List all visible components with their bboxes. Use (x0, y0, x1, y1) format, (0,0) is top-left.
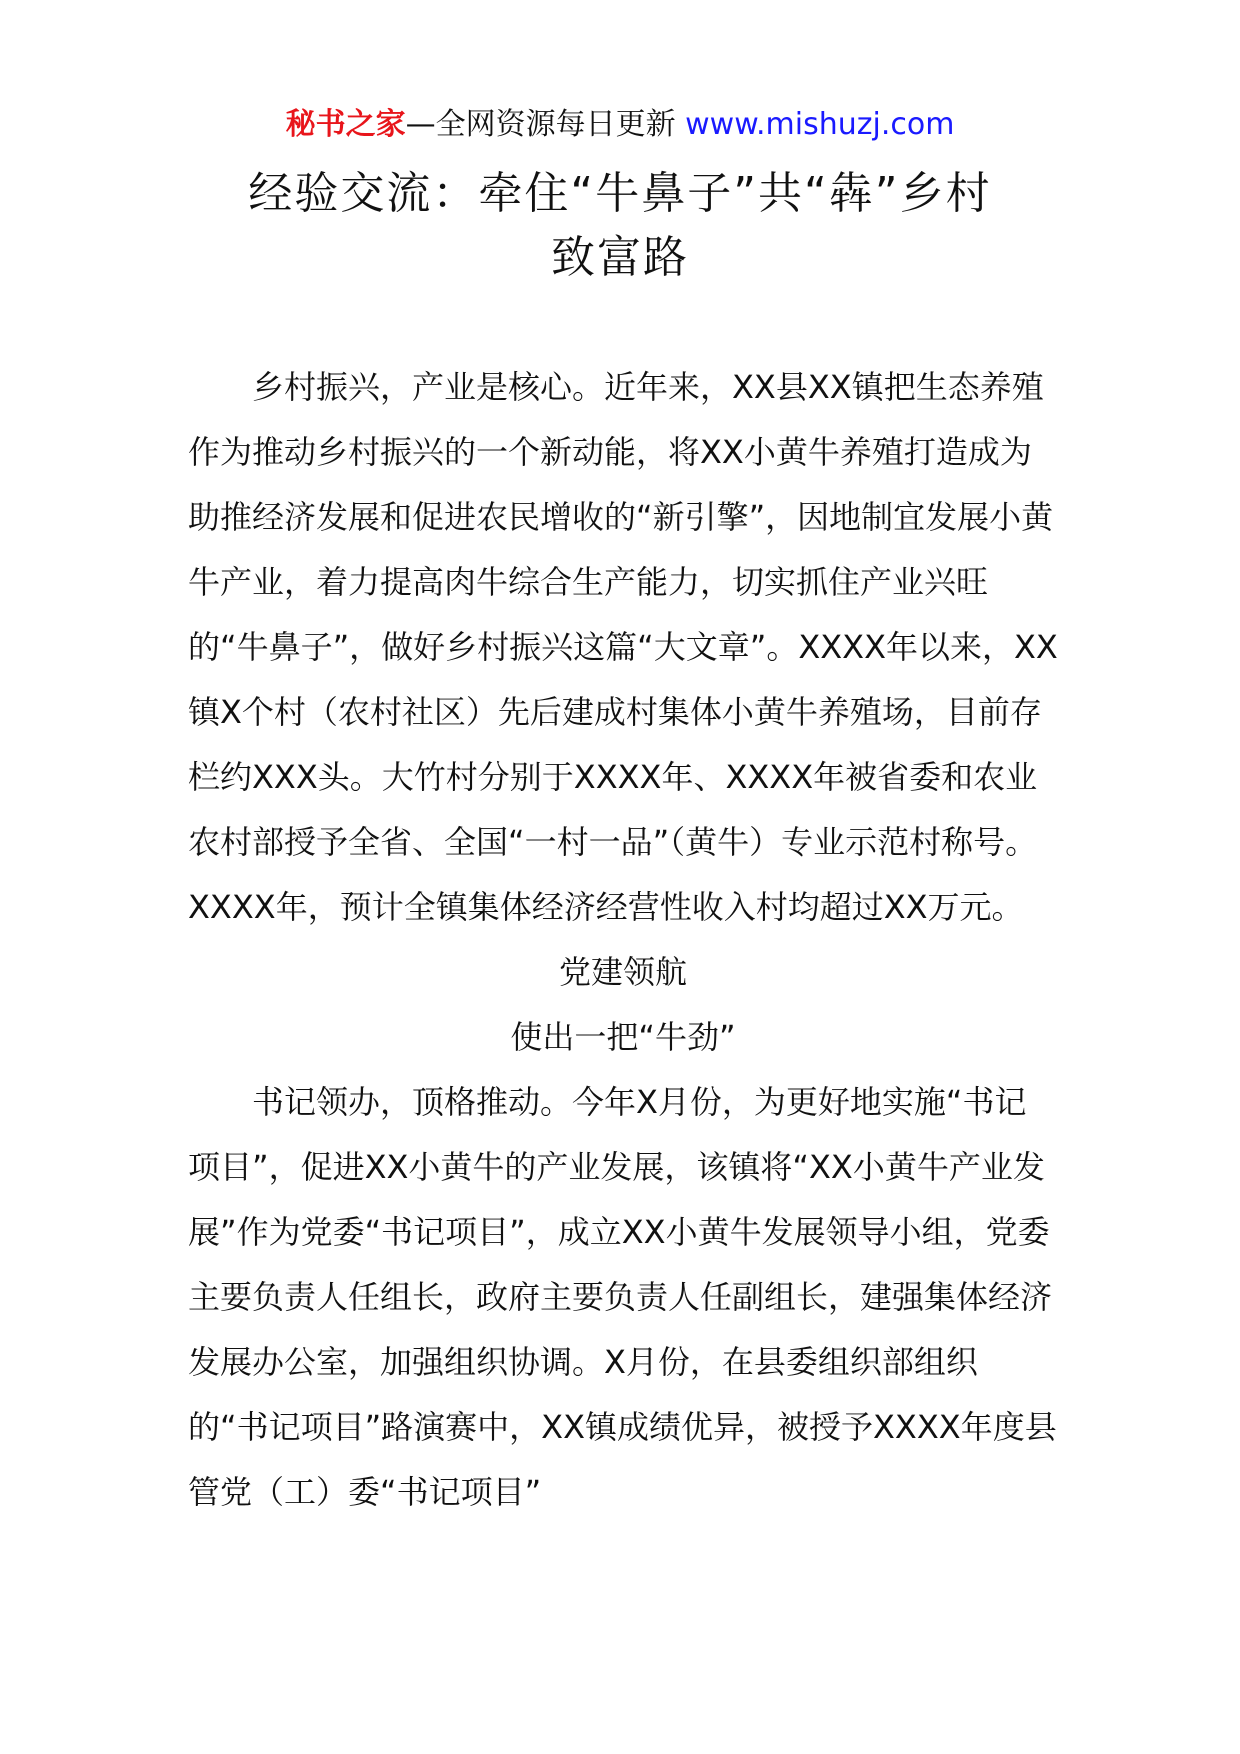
section-paragraph: 书记领办，顶格推动。今年X月份，为更好地实施“书记项目”，促进XX小黄牛的产业发展，该镇将“XX小黄牛产业发展”作为党委“书记项目”，成立XX小黄牛发展领导小组，党委主要负责人任组长，政府主要负责人任副组长，建强集体经济发展办公室，加强组织协调。X月份，在县委组织部组织的“书记项目”路演赛中，XX镇成绩优异，被授予XXXX年度县管党（工）委“书记项目” (188, 1083, 1057, 1511)
site-url-link[interactable]: www.mishuzj.com (685, 107, 955, 142)
section-subheading: 使出一把“牛劲” (510, 1018, 736, 1056)
section-heading: 党建领航 (558, 953, 687, 991)
header-tagline: —全网资源每日更新 (405, 107, 676, 142)
document-body (188, 355, 1058, 1525)
document-title (180, 162, 1060, 290)
title-line-1: 经验交流：牵住“牛鼻子”共“犇”乡村 (248, 168, 992, 219)
title-line-2: 致富路 (551, 232, 689, 283)
brand-name: 秘书之家 (285, 107, 406, 142)
site-header (0, 103, 1240, 147)
intro-paragraph: 乡村振兴，产业是核心。近年来，XX县XX镇把生态养殖作为推动乡村振兴的一个新动能，将XX小黄牛养殖打造成为助推经济发展和促进农民增收的“新引擎”，因地制宜发展小黄牛产业，着力提高肉牛综合生产能力，切实抓住产业兴旺的“牛鼻子”，做好乡村振兴这篇“大文章”。XXXX年以来，XX镇X个村（农村社区）先后建成村集体小黄牛养殖场，目前存栏约XXX头。大竹村分别于XXXX年、XXXX年被省委和农业农村部授予全省、全国“一村一品”（黄牛）专业示范村称号。XXXX年，预计全镇集体经济经营性收入村均超过XX万元。 (188, 368, 1058, 926)
